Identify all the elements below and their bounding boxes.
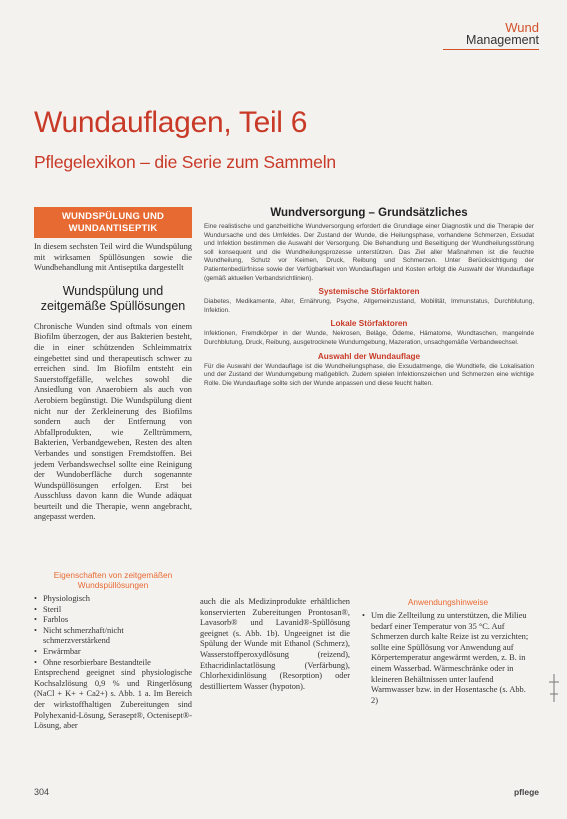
section-title: Wundspülung und zeitgemäße Spüllösungen (40, 283, 186, 313)
usage-title: Anwendungshinweise (407, 597, 489, 607)
bottom-middle-paragraph: auch die als Medizinprodukte erhältlichen konservierten Zubereitungen Prontosan®, Lavasorb® und Lavanid®-Spüllösung geeignet (s. Abb. 1b). Ungeeignet ist die Spülung der Wunde mit Ethanol (Schmerz), Wasserstoffperoxydlösung (reizend), Ethacridinlactatlösung (Verfärbung), Chlorhexidinlösung (Resorption) oder destilliertem Wasser (hypoton). (200, 597, 350, 691)
left-column (34, 207, 192, 523)
right-intro: Eine realistische und ganzheitliche Wundversorgung erfordert die Grundlage einer Diagnostik und die Therapie der Wundursache und des Umfeldes. Der Zustand der Wunde, die Heilungsphase, vorhandene Schmerzen, Exsudat und Infektion bestimmen die Auswahl der Versorgung. Die Behandlung und Beseitigung der Wundheilungsstörung soll konsequent und die Wundheilungsprozesse unterstützen. Das Ziel aller Maßnahmen ist die feuchte Wundheilung, Schutz vor Keimen, Druck, Reibung und Schmerzen. Unter Berücksichtigung der Patientenbedürfnisse sowie der Verfügbarkeit von Wundauflagen und Kosten erfolgt die Auswahl der Wundauflage (gemäß aktuellen Verbandsrichtlinien). (204, 223, 534, 282)
list-item: • Ohne resorbierbare Bestandteile (34, 658, 192, 669)
topic-box: WUNDSPÜLUNG UND WUNDANTISEPTIK (34, 207, 192, 238)
subheading-systemic: Systemische Störfaktoren (318, 287, 420, 297)
list-item: • Erwärmbar (34, 647, 192, 658)
subheading-local: Lokale Störfaktoren (330, 319, 408, 329)
text-local: Infektionen, Fremdkörper in der Wunde, Nekrosen, Beläge, Ödeme, Hämatome, Wundtaschen, mangelnde Durchblutung, Druck, Reibung, ausgetrocknete Wundumgebung, Mazeration, unsachgemäße Verbandwechsel. (204, 330, 534, 346)
clip-icon (547, 672, 561, 704)
properties-list (34, 594, 192, 668)
section-label-underline (443, 49, 539, 50)
properties-title: Eigenschaften von zeitgemäßen Wundspüllösungen (53, 570, 173, 590)
text-systemic: Diabetes, Medikamente, Alter, Ernährung, Psyche, Allgemeinzustand, Mobilität, Immunstatus, Durchblutung, Infektion. (204, 298, 534, 314)
bottom-right-box (362, 597, 534, 706)
section-label-line2: Management (466, 33, 539, 47)
list-item: • Nicht schmerzhaft/nicht schmerzverstärkend (34, 626, 192, 647)
section-paragraph: Chronische Wunden sind oftmals von einem Biofilm überzogen, der aus Bakterien besteht, die in einer schützenden Schleimmatrix eingebettet sind und therapeutisch schwer zu erreichen sind. Im Biofilm entsteht ein Sauerstoffgefälle, welches sowohl die Ansiedlung von Anaerobiern als auch von Aerobiern begünstigt. Die Wundspülung dient nicht nur der Zerkleinerung des Biofilms sondern auch der Entfernung von Abfallprodukten, wie Zelltrümmern, Bakterien, Verbandgeweben, Resten des alten Verbandes und sonstigen Fremdstoffen. Bei jedem Verbandswechsel sollte eine Reinigung der Wundoberfläche durch sogenannte Wundspüllösungen erfolgen. Erst bei Ausschluss davon kann die Wunde adäquat beurteilt und die Therapie, wenn angebracht, angepasst werden. (34, 321, 192, 522)
list-item: • Um die Zellteilung zu unterstützen, die Milieu bedarf einer Temperatur von 35 °C. Auf Schmerzen durch kalte Reize ist zu verzichten; sollte eine Spüllösung vor Anwendung auf Körpertemperatur angewärmt werden, z. B. in einem Wasserbad. Wärmeschränke oder in kleineren Behältnissen unter laufend Warmwasser bzw. in der Hosentasche (s. Abb. 2) (362, 611, 534, 706)
magazine-section-label (466, 22, 539, 46)
page-number: 304 (34, 787, 50, 797)
list-item: • Steril (34, 605, 192, 616)
usage-list (362, 611, 534, 706)
right-column (204, 207, 534, 388)
bottom-left-box (34, 570, 192, 732)
text-selection: Für die Auswahl der Wundauflage ist die Wundheilungsphase, die Exsudatmenge, die Wundtiefe, die Lokalisation und der Zustand der Wundumgebung maßgeblich. Zudem spielen Infektionszeichen und Schmerzen eine wichtige Rolle. Die Wundauflage sollte sich der Wunde anpassen und diese feucht halten. (204, 362, 534, 387)
list-item: • Farblos (34, 615, 192, 626)
publisher-logo: pflege (513, 787, 539, 797)
right-heading: Wundversorgung – Grundsätzliches (270, 207, 468, 219)
page-subtitle: Pflegelexikon – die Serie zum Sammeln (34, 152, 336, 172)
bottom-middle-column (200, 597, 350, 692)
section-label-line1: Wund (505, 20, 539, 35)
subheading-selection: Auswahl der Wundauflage (317, 351, 421, 361)
intro-paragraph: In diesem sechsten Teil wird die Wundspülung mit wirksamen Spüllösungen sowie die Wundbehandlung mit Antiseptika dargestellt (34, 242, 192, 273)
bottom-left-paragraph: Entsprechend geeignet sind physiologische Kochsalzlösung 0,9 % und Ringerlösung (NaCl + K+ + Ca2+) s. Abb. 1 a. Im Bereich der wirkstoffhaltigen Zubereitungen sind Polyhexanid-Lösung, Serasept®, Octenisept®-Lösung, aber (34, 668, 192, 731)
list-item: • Physiologisch (34, 594, 192, 605)
page-title: Wundauflagen, Teil 6 (34, 106, 308, 139)
